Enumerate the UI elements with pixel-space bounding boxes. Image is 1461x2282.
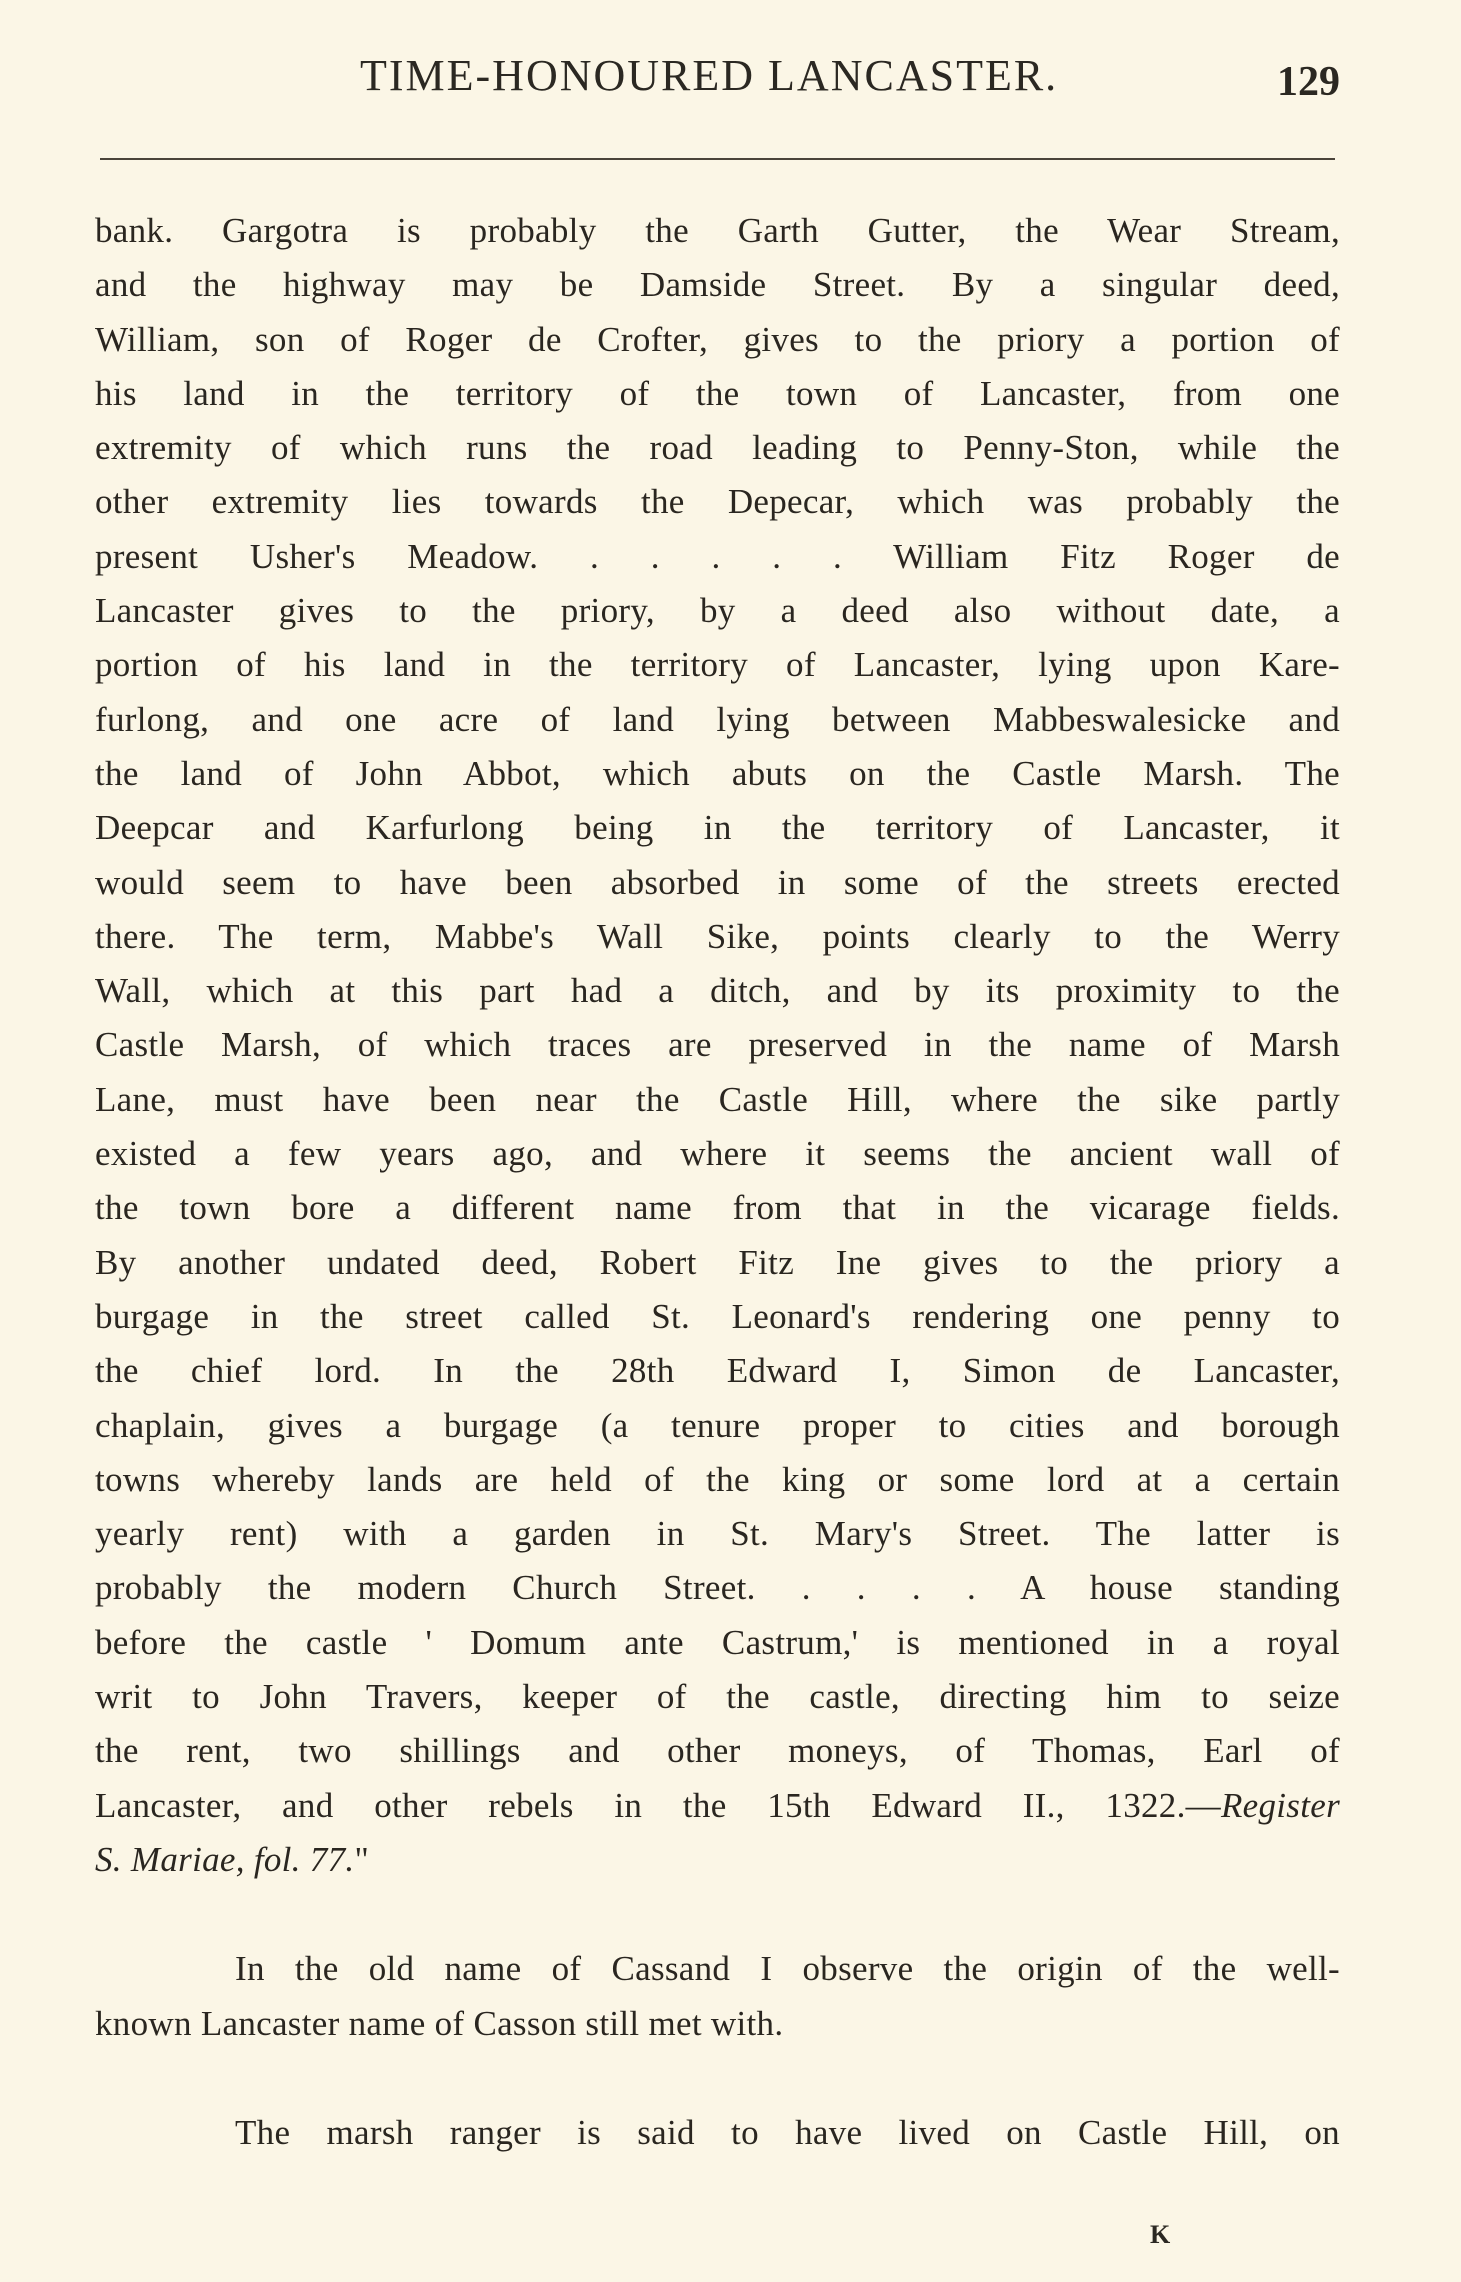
- text-line-with-citation: [95, 1779, 1340, 1833]
- citation-source: Register: [1220, 1785, 1340, 1825]
- text-line: Wall, which at this part had a ditch, and by its proximity to the: [95, 971, 1340, 1011]
- page-number: 129: [1277, 59, 1340, 105]
- text-line: writ to John Travers, keeper of the castle, directing him to seize: [95, 1677, 1340, 1717]
- running-title: TIME-HONOURED LANCASTER.: [360, 51, 1059, 100]
- text-line: portion of his land in the territory of Lancaster, lying upon Kare-: [95, 645, 1340, 685]
- text-line: would seem to have been absorbed in some of the streets erected: [95, 862, 1340, 902]
- text-line: burgage in the street called St. Leonard's rendering one penny to: [95, 1296, 1340, 1336]
- text-line: other extremity lies towards the Depecar, which was probably the: [95, 482, 1340, 522]
- text-line: William, son of Roger de Crofter, gives to the priory a portion of: [95, 319, 1340, 359]
- text-line: Lancaster gives to the priory, by a deed also without date, a: [95, 591, 1340, 631]
- text-line: The marsh ranger is said to have lived on Castle Hill, on: [235, 2112, 1340, 2152]
- closing-quote: ": [354, 1839, 370, 1879]
- text-line: extremity of which runs the road leading to Penny-Ston, while the: [95, 428, 1340, 468]
- text-line: the chief lord. In the 28th Edward I, Simon de Lancaster,: [95, 1351, 1340, 1391]
- text-line: By another undated deed, Robert Fitz Ine gives to the priory a: [95, 1242, 1340, 1282]
- text-line: bank. Gargotra is probably the Garth Gutter, the Wear Stream,: [95, 211, 1340, 250]
- text-line: present Usher's Meadow. . . . . . William Fitz Roger de: [95, 536, 1340, 576]
- text-line: chaplain, gives a burgage (a tenure proper to cities and borough: [95, 1405, 1340, 1445]
- text-line: In the old name of Cassand I observe the origin of the well-: [235, 1949, 1340, 1989]
- text-line: the rent, two shillings and other moneys, of Thomas, Earl of: [95, 1731, 1340, 1771]
- text-line: there. The term, Mabbe's Wall Sike, points clearly to the Werry: [95, 916, 1340, 956]
- text-line: the town bore a different name from that in the vicarage fields.: [95, 1188, 1340, 1228]
- text-line: probably the modern Church Street. . . . . A house standing: [95, 1568, 1340, 1608]
- text-line: existed a few years ago, and where it seems the ancient wall of: [95, 1134, 1340, 1174]
- text-line: and the highway may be Damside Street. By a singular deed,: [95, 265, 1340, 305]
- citation-lead: Lancaster, and other rebels in the 15th Edward II., 1322.—: [95, 1785, 1221, 1825]
- text-line-citation-end: [95, 1833, 1340, 1887]
- body-text: [95, 204, 1340, 2160]
- paragraph-gap: [95, 2051, 1340, 2106]
- paragraph-gap: [95, 1887, 1340, 1942]
- text-line: the land of John Abbot, which abuts on the Castle Marsh. The: [95, 753, 1340, 793]
- text-line: Lane, must have been near the Castle Hill, where the sike partly: [95, 1079, 1340, 1119]
- text-line: before the castle ' Domum ante Castrum,' is mentioned in a royal: [95, 1622, 1340, 1662]
- text-line: Castle Marsh, of which traces are preserved in the name of Marsh: [95, 1025, 1340, 1065]
- text-line: towns whereby lands are held of the king or some lord at a certain: [95, 1459, 1340, 1499]
- text-line: furlong, and one acre of land lying between Mabbeswalesicke and: [95, 699, 1340, 739]
- text-line: yearly rent) with a garden in St. Mary's Street. The latter is: [95, 1514, 1340, 1554]
- header-rule: [100, 158, 1335, 160]
- text-line: his land in the territory of the town of Lancaster, from one: [95, 373, 1340, 413]
- text-line: Deepcar and Karfurlong being in the territory of Lancaster, it: [95, 808, 1340, 848]
- text-line: known Lancaster name of Casson still met with.: [95, 2003, 784, 2043]
- signature-mark: K: [1150, 2220, 1172, 2249]
- citation-folio: S. Mariae, fol. 77.: [95, 1839, 355, 1879]
- running-head: [100, 50, 1340, 110]
